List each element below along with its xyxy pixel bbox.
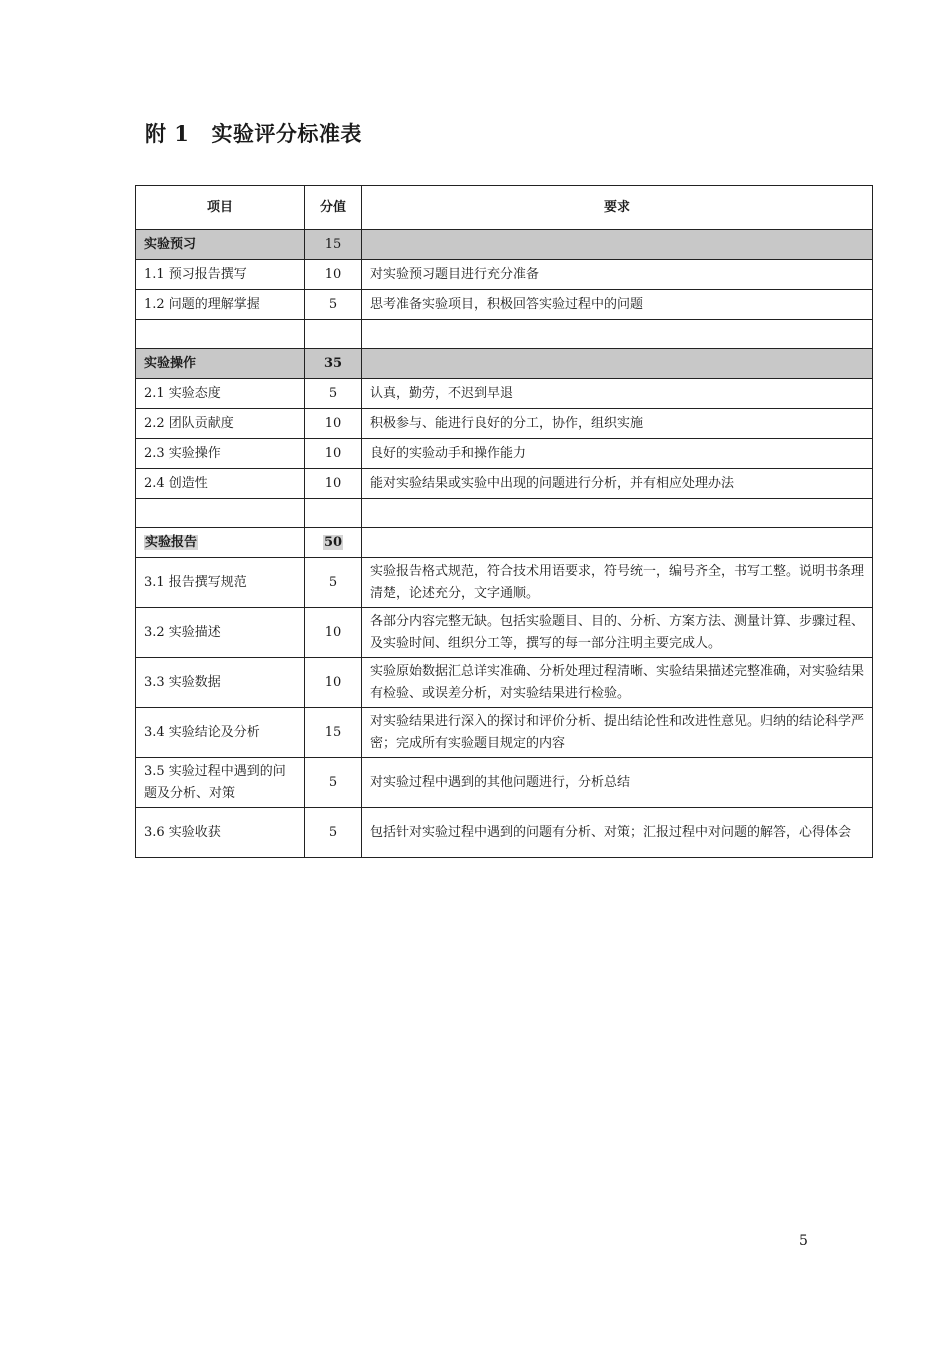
score-cell: 10 [305, 658, 362, 708]
item-cell: 2.3 实验操作 [136, 439, 305, 469]
appendix-title: 实验评分标准表 [211, 121, 362, 146]
requirement-cell: 实验报告格式规范，符合技术用语要求，符号统一，编号齐全，书写工整。说明书条理清楚，论述充分，文字通顺。 [362, 558, 873, 608]
section-name: 实验操作 [136, 349, 305, 379]
table-row [136, 708, 873, 758]
item-cell: 3.1 报告撰写规范 [136, 558, 305, 608]
section-name-cell [136, 528, 305, 558]
score-cell: 15 [305, 708, 362, 758]
item-cell: 3.6 实验收获 [136, 808, 305, 858]
item-cell: 3.4 实验结论及分析 [136, 708, 305, 758]
item-cell: 2.4 创造性 [136, 469, 305, 499]
header-requirement: 要求 [362, 186, 873, 230]
table-row [136, 409, 873, 439]
section-requirement [362, 230, 873, 260]
item-cell: 1.2 问题的理解掌握 [136, 290, 305, 320]
section-row-operation [136, 349, 873, 379]
item-cell: 2.2 团队贡献度 [136, 409, 305, 439]
score-cell: 10 [305, 469, 362, 499]
requirement-cell: 思考准备实验项目，积极回答实验过程中的问题 [362, 290, 873, 320]
score-cell: 10 [305, 260, 362, 290]
score-cell: 5 [305, 808, 362, 858]
section-requirement [362, 349, 873, 379]
score-cell: 5 [305, 290, 362, 320]
table-row [136, 439, 873, 469]
requirement-cell: 各部分内容完整无缺。包括实验题目、目的、分析、方案方法、测量计算、步骤过程、及实验时间、组织分工等，撰写的每一部分注明主要完成人。 [362, 608, 873, 658]
table-header-row [136, 186, 873, 230]
requirement-cell: 实验原始数据汇总详实准确、分析处理过程清晰、实验结果描述完整准确，对实验结果有检验、或误差分析，对实验结果进行检验。 [362, 658, 873, 708]
header-item: 项目 [136, 186, 305, 230]
table-row [136, 469, 873, 499]
scoring-table [135, 185, 873, 858]
requirement-cell: 积极参与、能进行良好的分工，协作，组织实施 [362, 409, 873, 439]
section-score: 50 [323, 534, 343, 550]
item-cell: 3.3 实验数据 [136, 658, 305, 708]
table-row [136, 758, 873, 808]
requirement-cell: 认真，勤劳，不迟到早退 [362, 379, 873, 409]
table-row [136, 558, 873, 608]
requirement-cell: 对实验过程中遇到的其他问题进行，分析总结 [362, 758, 873, 808]
section-score-cell [305, 528, 362, 558]
table-row [136, 608, 873, 658]
item-cell: 3.2 实验描述 [136, 608, 305, 658]
section-name: 实验报告 [145, 534, 198, 550]
requirement-cell: 对实验预习题目进行充分准备 [362, 260, 873, 290]
table-row [136, 808, 873, 858]
table-row [136, 379, 873, 409]
section-name: 实验预习 [136, 230, 305, 260]
blank-row [136, 499, 873, 528]
requirement-cell: 对实验结果进行深入的探讨和评价分析、提出结论性和改进性意见。归纳的结论科学严密；完成所有实验题目规定的内容 [362, 708, 873, 758]
table-row [136, 290, 873, 320]
section-requirement [362, 528, 873, 558]
section-row-report [136, 528, 873, 558]
page-number: 5 [799, 1233, 808, 1249]
score-cell: 10 [305, 608, 362, 658]
item-cell: 1.1 预习报告撰写 [136, 260, 305, 290]
table-row [136, 260, 873, 290]
score-cell: 5 [305, 558, 362, 608]
section-row-preview [136, 230, 873, 260]
score-cell: 10 [305, 409, 362, 439]
score-cell: 5 [305, 758, 362, 808]
blank-row [136, 320, 873, 349]
requirement-cell: 良好的实验动手和操作能力 [362, 439, 873, 469]
requirement-cell: 能对实验结果或实验中出现的问题进行分析，并有相应处理办法 [362, 469, 873, 499]
appendix-number: 附 1 [145, 121, 190, 146]
section-score: 15 [305, 230, 362, 260]
section-score: 35 [305, 349, 362, 379]
score-cell: 5 [305, 379, 362, 409]
requirement-cell: 包括针对实验过程中遇到的问题有分析、对策；汇报过程中对问题的解答，心得体会 [362, 808, 873, 858]
page-title [145, 118, 362, 148]
item-cell: 2.1 实验态度 [136, 379, 305, 409]
score-cell: 10 [305, 439, 362, 469]
item-cell: 3.5 实验过程中遇到的问题及分析、对策 [136, 758, 305, 808]
header-score: 分值 [305, 186, 362, 230]
table-row [136, 658, 873, 708]
